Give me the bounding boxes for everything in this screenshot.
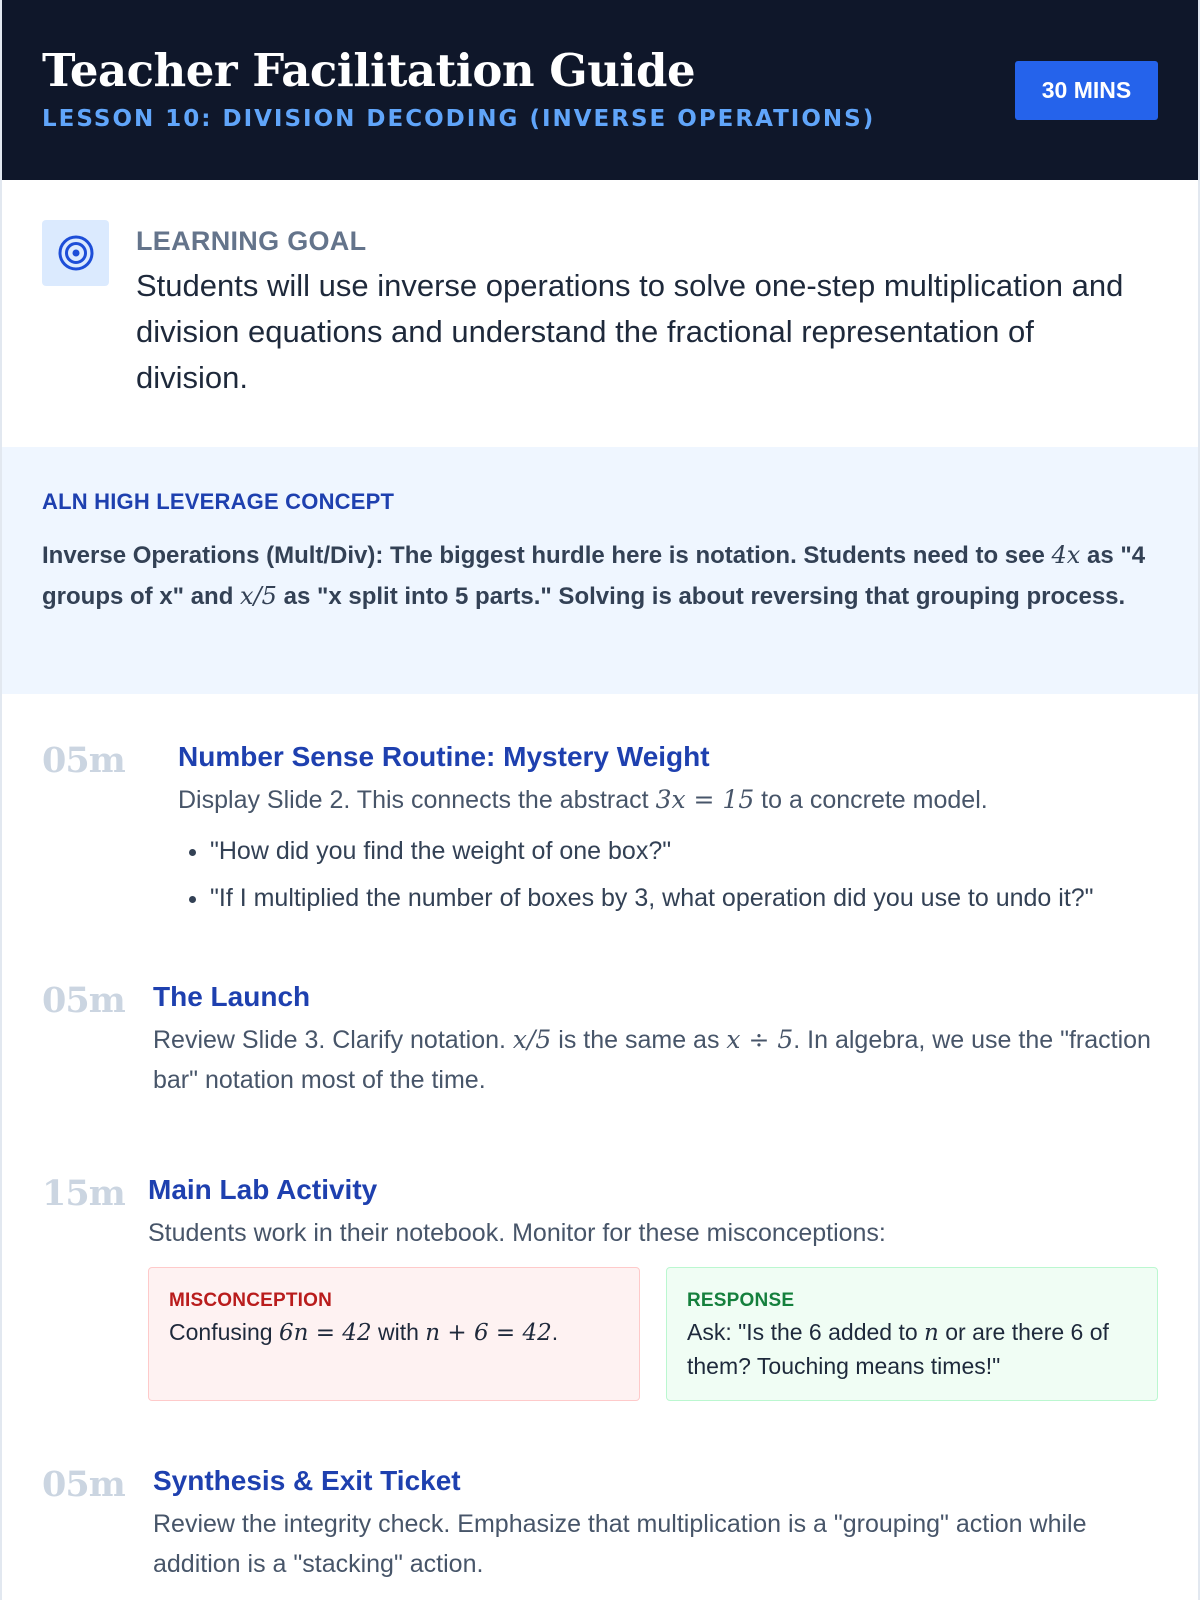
math-expression: n + 6 = 42 bbox=[425, 1320, 552, 1346]
list-item: • "If I multiplied the number of boxes by 3, what operation did you use to undo it?" bbox=[210, 875, 1158, 922]
timeline-section-main-lab bbox=[42, 1173, 1158, 1413]
target-icon bbox=[42, 220, 109, 286]
section-duration: 05m bbox=[42, 1464, 125, 1505]
learning-goal-label: LEARNING GOAL bbox=[136, 226, 367, 256]
math-expression: x/5 bbox=[512, 1025, 552, 1054]
card-text-part: Ask: "Is the 6 added to bbox=[687, 1319, 925, 1345]
math-expression: 6n = 42 bbox=[278, 1320, 372, 1346]
aln-text-part: Inverse Operations (Mult/Div): The biggest hurdle here is notation. Students need to see bbox=[42, 542, 1052, 569]
section-title: Main Lab Activity bbox=[148, 1174, 378, 1205]
learning-goal bbox=[2, 180, 1198, 447]
section-duration: 05m bbox=[42, 740, 125, 781]
card-text-part: . bbox=[551, 1319, 559, 1345]
timeline-section-synthesis bbox=[42, 1464, 1158, 1594]
section-text: Students work in their notebook. Monitor for these misconceptions: bbox=[148, 1219, 886, 1247]
page-title: Teacher Facilitation Guide bbox=[42, 44, 696, 97]
list-item: • "How did you find the weight of one box?" bbox=[210, 828, 1158, 875]
duration-badge: 30 MINS bbox=[1015, 61, 1158, 120]
lesson-subtitle: LESSON 10: DIVISION DECODING (INVERSE OPERATIONS) bbox=[42, 106, 876, 132]
aln-text-part: as "x split into 5 parts." Solving is about reversing that grouping process. bbox=[276, 583, 1126, 610]
question-list bbox=[178, 828, 1158, 922]
section-text-part: . In algebra, we use the "fraction bar" notation most of the time. bbox=[153, 1026, 1151, 1094]
math-expression: n bbox=[924, 1320, 939, 1346]
response-label: RESPONSE bbox=[687, 1290, 795, 1311]
header bbox=[2, 0, 1198, 180]
section-text-part: is the same as bbox=[551, 1026, 727, 1054]
section-text-part: Review Slide 3. Clarify notation. bbox=[153, 1026, 513, 1054]
misconception-text bbox=[169, 1316, 619, 1350]
math-expression: x/5 bbox=[240, 582, 277, 610]
math-expression: x ÷ 5 bbox=[726, 1025, 794, 1054]
section-title: Synthesis & Exit Ticket bbox=[153, 1465, 461, 1496]
card-text-part: Confusing bbox=[169, 1319, 279, 1345]
section-text bbox=[178, 780, 1158, 820]
learning-goal-text: Students will use inverse operations to solve one-step multiplication and division equations and understand the fractional representation of division. bbox=[136, 268, 1124, 395]
math-expression: 4x bbox=[1051, 541, 1081, 569]
timeline-section-launch bbox=[42, 980, 1158, 1110]
timeline-section-number-sense bbox=[42, 740, 1158, 920]
section-text-part: to a concrete model. bbox=[754, 786, 988, 814]
misconception-cards bbox=[148, 1267, 1158, 1401]
section-text bbox=[153, 1020, 1158, 1100]
card-text-part: or are there 6 of them? Touching means times!" bbox=[687, 1319, 1109, 1379]
misconception-label: MISCONCEPTION bbox=[169, 1290, 333, 1311]
section-title: The Launch bbox=[153, 981, 311, 1012]
section-duration: 05m bbox=[42, 980, 125, 1021]
math-expression: 3x = 15 bbox=[655, 785, 755, 814]
response-card bbox=[666, 1267, 1158, 1401]
misconception-card bbox=[148, 1267, 640, 1401]
aln-label: ALN HIGH LEVERAGE CONCEPT bbox=[42, 489, 395, 514]
section-title: Number Sense Routine: Mystery Weight bbox=[178, 741, 710, 772]
aln-text-part: as "4 groups of x" and bbox=[42, 542, 1146, 610]
aln-text bbox=[42, 535, 1152, 617]
section-text-part: Display Slide 2. This connects the abstract bbox=[178, 786, 656, 814]
section-text: Review the integrity check. Emphasize that multiplication is a "grouping" action while addition is a "stacking" action. bbox=[153, 1510, 1087, 1578]
response-text bbox=[687, 1316, 1137, 1383]
aln-concept-box bbox=[2, 447, 1198, 694]
card-text-part: with bbox=[371, 1319, 426, 1345]
section-duration: 15m bbox=[42, 1173, 125, 1214]
